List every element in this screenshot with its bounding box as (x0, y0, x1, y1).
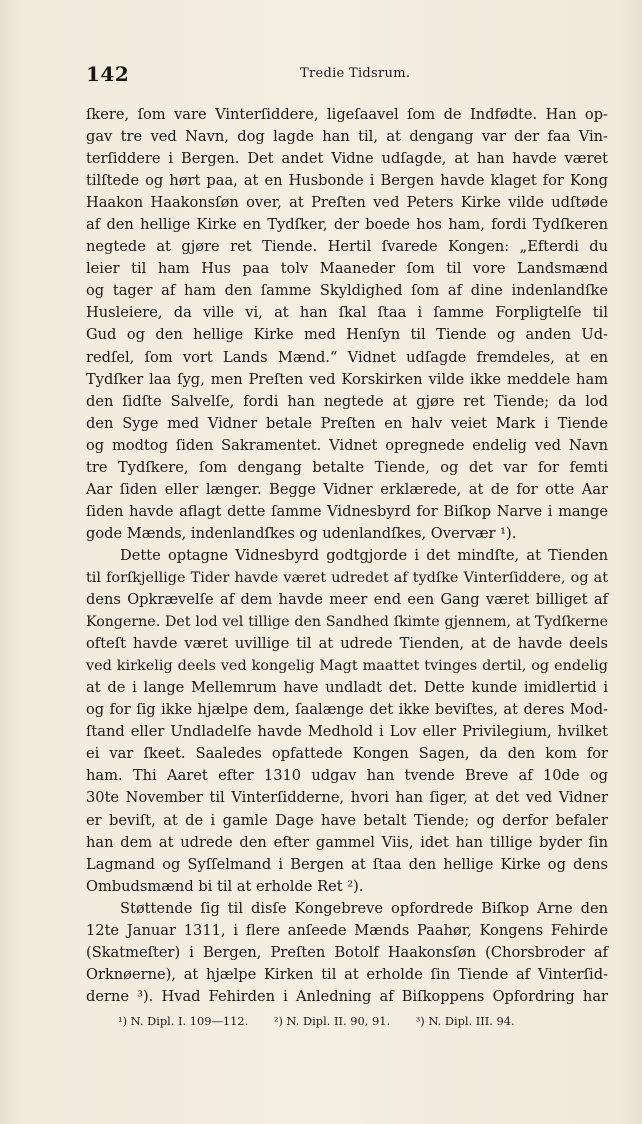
text-line: af den hellige Kirke en Tydſker, der boede hos ham, fordi Tydſkeren (86, 216, 608, 234)
text-line: Gud og den hellige Kirke med Henſyn til Tiende og anden Ud- (86, 326, 608, 344)
text-line: Aar ſiden eller længer. Begge Vidner erklærede, at de for otte Aar (86, 480, 608, 498)
text-line: at de i lange Mellemrum have undladt det. Dette kunde imidlertid i (86, 679, 608, 697)
paragraph-start-line: Dette optagne Vidnesbyrd godtgjorde i det mindſte, at Tienden (120, 546, 608, 564)
text-line: (Skatmeſter) i Bergen, Preſten Botolf Haakonsſøn (Chorsbroder af (86, 943, 608, 961)
text-line: til forſkjellige Tider havde været udredet af tydſke Vinterſiddere, og at (86, 569, 608, 586)
text-line: derne ³). Hvad Fehirden i Anledning af Biſkoppens Opfordring har (86, 987, 608, 1005)
footnotes (118, 1012, 598, 1030)
text-line: tilſtede og hørt paa, at en Husbonde i Bergen havde klaget for Kong (86, 172, 608, 190)
text-line: Husleiere, da ville vi, at han ſkal ſtaa i ſamme Forpligtelſe til (86, 304, 608, 322)
running-head: Tredie Tidsrum. (300, 66, 411, 81)
footnote-3: ³) N. Dipl. III. 94. (415, 1014, 515, 1028)
text-line: terſiddere i Bergen. Det andet Vidne udſagde, at han havde været (86, 150, 608, 168)
text-line: og tager af ham den ſamme Skyldighed ſom af dine indenlandſke (86, 282, 608, 300)
page-number: 142 (86, 62, 130, 86)
text-line: og for ſig ikke hjælpe dem, ſaalænge det ikke beviſtes, at deres Mod- (86, 701, 608, 719)
text-line: ei var ſkeet. Saaledes opfattede Kongen Sagen, da den kom for (86, 745, 608, 763)
page-header (86, 62, 606, 90)
text-line: han dem at udrede den efter gammel Viis, idet han tillige byder ſin (86, 833, 608, 851)
text-line: dens Opkrævelſe af dem havde meer end een Gang været billiget af (86, 591, 608, 609)
text-line: leier til ham Hus paa tolv Maaneder ſom til vore Landsmænd (86, 260, 608, 278)
text-line: ofteſt havde været uvillige til at udrede Tienden, at de havde deels (86, 635, 608, 653)
text-line: gav tre ved Navn, dog lagde han til, at dengang var der faa Vin- (86, 128, 608, 146)
text-line: ſtand eller Undladelſe havde Medhold i Lov eller Privilegium, hvilket (86, 723, 608, 741)
text-line: Kongerne. Det lod vel tillige den Sandhed ſkimte gjennem, at Tydſkerne (86, 614, 608, 631)
text-line: ved kirkelig deels ved kongelig Magt maattet tvinges dertil, og endelig (86, 658, 608, 675)
text-line: Haakon Haakonsſøn over, at Preſten ved Peters Kirke vilde udſtøde (86, 194, 608, 212)
text-line: Orknøerne), at hjælpe Kirken til at erholde ſin Tiende af Vinterſid- (86, 965, 608, 983)
text-line: tre Tydſkere, ſom dengang betalte Tiende, og det var for femti (86, 458, 608, 476)
text-line: gode Mænds, indenlandſkes og udenlandſkes, Overvær ¹). (86, 524, 517, 542)
text-line: er beviſt, at de i gamle Dage have betalt Tiende; og derfor befaler (86, 811, 608, 829)
text-line: og modtog ſiden Sakramentet. Vidnet opregnede endelig ved Navn (86, 436, 608, 454)
text-line: negtede at gjøre ret Tiende. Hertil ſvarede Kongen: „Efterdi du (86, 238, 608, 256)
footnote-1: ¹) N. Dipl. I. 109—112. (118, 1014, 249, 1028)
footnote-2: ²) N. Dipl. II. 90, 91. (273, 1014, 391, 1028)
paragraph-start-line: Støttende ſig til disſe Kongebreve opfordrede Biſkop Arne den (120, 899, 608, 917)
text-line: 30te November til Vinterſidderne, hvori han ſiger, at det ved Vidner (86, 789, 608, 807)
text-line: den ſidſte Salvelſe, fordi han negtede at gjøre ret Tiende; da lod (86, 392, 608, 410)
text-line: Ombudsmænd bi til at erholde Ret ²). (86, 877, 364, 895)
text-line: ſkere, ſom vare Vinterſiddere, ligeſaavel ſom de Indfødte. Han op- (86, 106, 608, 123)
text-line: 12te Januar 1311, i flere anſeede Mænds Paahør, Kongens Fehirde (86, 921, 608, 939)
body-text (86, 104, 608, 1008)
text-line: den Syge med Vidner betale Preſten en halv veiet Mark i Tiende (86, 414, 608, 432)
text-line: ſiden havde aflagt dette ſamme Vidnesbyrd for Biſkop Narve i mange (86, 502, 608, 520)
text-line: ham. Thi Aaret efter 1310 udgav han tvende Breve af 10de og (86, 767, 608, 785)
text-line: redſel, ſom vort Lands Mænd.“ Vidnet udſagde fremdeles, at en (86, 348, 608, 366)
text-line: Lagmand og Syſſelmand i Bergen at ſtaa den hellige Kirke og dens (86, 855, 608, 873)
text-line: Tydſker laa ſyg, men Preſten ved Korskirken vilde ikke meddele ham (86, 370, 608, 388)
